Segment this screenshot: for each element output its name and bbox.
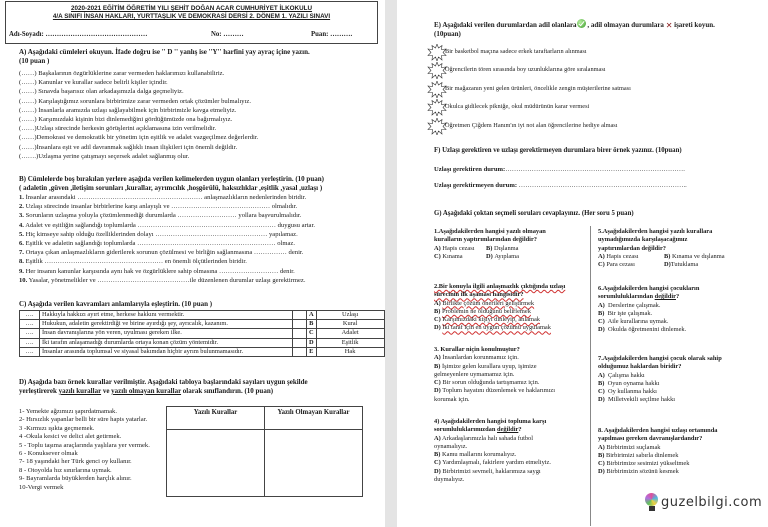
written-rules-cell[interactable] [167, 430, 265, 497]
classification-table [166, 406, 363, 497]
option-c[interactable]: C) Para cezası [598, 261, 635, 269]
fill-blank-item[interactable]: 2. Uzlaşı sürecinde insanlar birbirlerine karşı anlayışlı ve ……………………………………… olmalıdır. [19, 203, 298, 211]
rule-item: 2- Hırsızlık yapanlar belli bir süre hapis yatarlar. [19, 416, 148, 424]
rule-item: 3 -Kırmızı ışıkta geçmemek. [19, 424, 95, 432]
matching-table [19, 310, 385, 357]
exam-title: 4/A SINIFI İNSAN HAKLARI, YURTTAŞLIK VE DEMOKRASİ DERSİ 2. DÖNEM 1. YAZILI SINAVI [52, 13, 331, 20]
fill-blank-item[interactable]: 1. İnsanlar arasındaki ………………………………………………… anlaşmazlıkların nedenlerinden biridir. [19, 194, 307, 201]
question-4: 4) Aşağıdakilerden hangisi topluma karşı sorumluluklarımızdan değildir? A) Arkadaşlarımızla halı sahada futbol oynamalıyız. B) Kamu mallarını korumalıyız. C) Yardımlaşmalı, fakirlere yardım etmeliyiz. D) Birbirimizi sevmeli, haklarımıza saygı duymalıyız. [434, 418, 589, 484]
lightbulb-icon [645, 493, 658, 511]
option-b[interactable]: B) Problemin ne olduğunu belirlemek [434, 307, 531, 315]
number-field[interactable]: No: ……… [211, 31, 244, 38]
option-b[interactable]: B) Dışlanma [486, 244, 519, 252]
option-b[interactable]: B) Birbirimizi sabırla dinlemek [598, 451, 679, 459]
true-false-item[interactable]: (……) Karşımızdaki kişinin bizi dinlemediğini gördüğümüzde ona bağırmalıyız. [19, 116, 233, 124]
question-1: 1.Aşağıdakilerden hangisi yazılı olmayan kuralların yaptırımlarından değildir? A) Hapis cezası B) Dışlanma C) Kınama D) Ayıplama [434, 228, 546, 260]
fill-blank-item[interactable]: 6. Eşitlik ve adaletin sağlandığı toplumlarda ……………………………………………………… olmaz. [19, 240, 295, 248]
rule-item: 8 - Otoyolda hız sınırlarına uymak. [19, 466, 112, 474]
watermark-text: guzelbilgi.com [661, 494, 763, 510]
option-c[interactable]: C) Kınama [434, 252, 463, 260]
option-c[interactable]: C) Bir sorun olduğunda tartışmamız için. [434, 379, 540, 387]
fill-blank-item[interactable]: 7. Ortaya çıkan anlaşmazlıkların giderilerek sorunun çözülmesi ve birliğin sağlanmasına …………… denir. [19, 249, 304, 257]
written-rules-header: Yazılı Kurallar [167, 407, 265, 430]
section-e-title: E) Aşağıdaki verilen durumlardan adil olanlara , adil olmayan durumlara ✕ işareti koyun. (10puan) [434, 21, 715, 38]
true-false-item[interactable]: (……) İnsanlarla aramızda uzlaşı sağlayabilmek için birbirimizle kavga etmeliyiz. [19, 106, 237, 114]
matching-row [20, 320, 385, 329]
definition: İki tarafın anlaşamadığı durumlarda ortaya konan çözüm yöntemidir. [40, 338, 293, 347]
compromise-required-field[interactable]: Uzlaşı gerektiren durum:………………………………………………………………………. [434, 166, 685, 173]
concept-term: Uzlaşı [316, 311, 384, 320]
option-d[interactable]: D) Birbirimizin sözünü kesmek [598, 468, 679, 476]
fill-blank-item[interactable]: 3. Sorunların uzlaşma yoluyla çözümlenmediği durumlarda ……………………… yollara başvurulmalıdır. [19, 212, 302, 220]
rules-list [19, 408, 167, 492]
unwritten-rules-header: Yazılı Olmayan Kurallar [265, 407, 363, 430]
column-divider [590, 226, 591, 526]
option-d[interactable]: D) Toplum hayatını düzenlemek ve haklarımızı korumak için. [434, 387, 556, 403]
option-c[interactable]: C) Aile kurallarına uymak. [598, 318, 669, 326]
question-3: 3. Kurallar niçin konulmuştur? A) İnsanlardan korunmamız için. B) İşimize gelen kurallara uyup, işimize gelmeyenlere uymamamız için. C) Bir sorun olduğunda tartışmamız için. D) Toplum hayatını düzenlemek ve haklarımızı korumak için. [434, 346, 589, 404]
option-d[interactable]: D)Tutuklama [664, 261, 699, 269]
answer-blank[interactable]: …. [20, 311, 40, 320]
true-false-item[interactable]: (……) Karşılaştığımız sorunlara birbirimize zarar vermeden ortak çözümler bulmalıyız. [19, 97, 251, 105]
option-letter: A [307, 311, 317, 320]
true-false-item[interactable]: (……)İnsanlara eşit ve adil davranmak sağlıklı insan ilişkileri için önemli değildir. [19, 143, 238, 151]
option-a[interactable]: A) Derslerine çalışmak. [598, 301, 661, 309]
answer-blank[interactable]: …. [20, 320, 40, 329]
option-b[interactable]: B) Kamu mallarını korumalıyız. [434, 451, 517, 459]
option-a[interactable]: A) Birlikte çözüm önerileri geliştirmek [434, 299, 535, 307]
option-d[interactable]: D) İki taraf için en uygun çözümü uygulamak [434, 324, 551, 332]
option-c[interactable]: C) Oy kullanma hakkı [598, 388, 657, 396]
option-c[interactable]: C) Yardımlaşmalı, fakirlere yardım etmeliyiz. [434, 459, 551, 467]
option-a[interactable]: A) Hapis cezası [434, 244, 475, 252]
true-false-item[interactable]: (……) Kanunlar ve kurallar sadece belirli kişiler içindir. [19, 79, 168, 87]
option-letter: B [307, 320, 317, 329]
section-d-title: D) Aşağıda bazı örnek kurallar verilmiştir. Aşağıdaki tabloya başlarındaki sayıları uygun şekilde yerleştirerek yazılı kurallar ve yazılı olmayan kurallar olarak sınıflandırın. (10 puan) [19, 378, 308, 395]
matching-row [20, 338, 385, 347]
answer-blank[interactable]: …. [20, 338, 40, 347]
option-c[interactable]: C) Birbirimize sesimizi yükseltmek [598, 460, 690, 468]
section-a-list [19, 69, 258, 161]
question-5: 5.Aşağıdakilerden hangisi yazılı kurallara uymadığımızda karşılaşacağımız yaptırımlardan değildir? A) Hapis cezası B) Kınama ve dışlanma C) Para cezası D)Tutuklama [598, 228, 725, 269]
cross-icon: ✕ [665, 21, 673, 30]
exam-page-right: E) Aşağıdaki verilen durumlardan adil olanlara , adil olmayan durumlara ✕ işareti koyun. (10puan) Bir basketbol maçına sadece erkek taraftarların alınması Öğrencilerin tören sırasında boy uzunluklarına göre sıralanması Bir mağazanın yeni gelen ürünleri, öncelikle zengin müşterilerine satması Okulca gidilecek pikniğe, okul müdürünün karar vermesi Öğretmen Çiğdem Hanım'ın iyi not alan öğrencilerine hediye alması F) Uzlaşı gerektiren ve uzlaşı gerektirmeyen durumlara birer örnek yazınız. (10puan) Uzlaşı gerektiren durum:………………………………………………………………………. Uzlaşı gerektirmeyen durum: ………………………………………………………………….. G) Aşağıdaki çoktan seçmeli soruları cevaplayınız. (Her soru 5 puan) 1.Aşağıdakilerden hangisi yazılı olmayan kuralların yaptırımlarından değildir? A) Hapis cezası B) Dışlanma C) Kınama D) Ayıplama 2.Bir konuyla ilgili anlaşmazlık çıktığında uzlaşı sürecinin ilk aşaması hangisidir? A) Birlikte çözüm önerileri geliştirmek B) Problemin ne olduğunu belirlemek C) Karşımızdaki kişiyi dinleyip, anlamak D) İki taraf için en uygun çözümü uygulamak 3. Kurallar niçin konulmuştur? A) İnsanlardan korunmamız için. B) İşimize gelen kurallara uyup, işimize gelmeyenlere uymamamız için. C) Bir sorun olduğunda tartışmamız için. D) Toplum hayatını düzenlemek ve haklarımızı korumak için. 4) Aşağıdakilerden hangisi topluma karşı sorumluluklarımızdan değildir? A) Arkadaşlarımızla halı sahada futbol oynamalıyız. B) Kamu mallarını korumalıyız. C) Yardımlaşmalı, fakirlere yardım etmeliyiz. D) Birbirimizi sevmeli, haklarımıza saygı duymalıyız. 5.Aşağıdakilerden hangisi yazılı kurallara uymadığımızda karşılaşacağımız yaptırımlardan değildir? A) Hapis cezası B) Kınama ve dışlanma C) Para cezası D)Tutuklama 6.Aşağıdakilerden hangisi çocukların sorumluluklarından değildir? A) Derslerine çalışmak. B) Bir işte çalışmak. C) Aile kurallarına uymak. D) Okulda öğretmenini dinlemek. 7.Aşağıdakilerden hangisi çocuk olarak sahip olduğumuz haklardan biridir? A) Çalışma hakkı B) Oyun oynama hakkı C) Oy kullanma hakkı D) Milletvekili seçilme hakkı 8. Aşağıdakilerden hangisi uzlaşı ortamında yapılması gereken davranışlardandır? A) Birbirimizi suçlamak B) Birbirimizi sabırla dinlemek C) Birbirimize sesimizi yükseltmek D) Birbirimizin sözünü kesmek guzelbilgi.com [397, 0, 768, 527]
option-letter: C [307, 329, 317, 338]
starburst-icon[interactable] [427, 99, 447, 116]
name-field[interactable]: Adı-Soyadı: ……………………………………… [9, 31, 148, 38]
true-false-item[interactable]: (……) Başkalarının özgürlüklerine zarar vermeden haklarımızı kullanabiliriz. [19, 70, 225, 77]
option-b[interactable]: B) İşimize gelen kurallara uyup, işimize gelmeyenlere uymamamız için. [434, 362, 537, 378]
concept-term: Hak [316, 347, 384, 356]
true-false-item[interactable]: (……)Demokrasi ve demokratik bir yönetim için eşitlik ve adalet vazgeçilmez değerlerdir. [19, 134, 259, 142]
starburst-icon[interactable] [427, 81, 447, 98]
rule-item: 9- Bayramlarda büyüklerden harçlık alınır. [19, 475, 132, 483]
option-a[interactable]: A) İnsanlardan korunmamız için. [434, 354, 519, 362]
option-c[interactable]: C) Karşımızdaki kişiyi dinleyip, anlamak [434, 316, 540, 324]
question-8: 8. Aşağıdakilerden hangisi uzlaşı ortamında yapılması gereken davranışlardandır? A) Birbirimizi suçlamak B) Birbirimizi sabırla dinlemek C) Birbirimize sesimizi yükseltmek D) Birbirimizin sözünü kesmek [598, 427, 766, 477]
answer-blank[interactable]: …. [20, 347, 40, 356]
concept-term: Kural [316, 320, 384, 329]
page-gutter [385, 0, 397, 527]
true-false-item[interactable]: (…….)Uzlaşma yerine çatışmayı seçersek adalet sağlanmış olur. [19, 152, 190, 160]
option-d[interactable]: D) Okulda öğretmenini dinlemek. [598, 326, 687, 334]
true-false-item[interactable]: (……)Uzlaşı sürecinde herkesin görüşlerini açıklamasına izin verilmelidir. [19, 125, 217, 133]
fill-blank-item[interactable]: 9. Her insanın kanunlar karşısında aynı hak ve özgürlüklere sahip olmasına ……………………… denir. [19, 267, 295, 275]
score-field[interactable]: Puan: ………. [311, 31, 353, 38]
concept-term: Adalet [316, 329, 384, 338]
matching-row [20, 329, 385, 338]
section-c-title: C) Aşağıda verilen kavramları anlamlarıyla eşleştirin. (10 puan ) [19, 300, 213, 308]
rule-item: 4 -Okula kesici ve delici alet getirmek. [19, 433, 122, 441]
section-a-title: A) Aşağıdaki cümleleri okuyun. İfade doğru ise '' D '' yanlış ise ''Y'' harfini yay ayraç içine yazın. (10 puan ) [19, 48, 310, 65]
question-7: 7.Aşağıdakilerden hangisi çocuk olarak sahip olduğumuz haklardan biridir? A) Çalışma hakkı B) Oyun oynama hakkı C) Oy kullanma hakkı D) Milletvekili seçilme hakkı [598, 355, 766, 405]
definition: Hakkıyla hakkızı ayırt etme, herkese hakkını vermektir. [40, 311, 293, 320]
option-d[interactable]: D) Milletvekili seçilme hakkı [598, 396, 676, 404]
exam-header-box [5, 1, 378, 44]
option-b[interactable]: B) Oyun oynama hakkı [598, 379, 660, 387]
option-b[interactable]: B) Kınama ve dışlanma [664, 252, 725, 260]
definition: Hukukun, adaletin gerektirdiği ve birine ayırdığı şey, ayrıcalık, kazanım. [40, 320, 293, 329]
matching-row [20, 347, 385, 356]
question-2: 2.Bir konuyla ilgili anlaşmazlık çıktığında uzlaşı sürecinin ilk aşaması hangisidir? A) Birlikte çözüm önerileri geliştirmek B) Problemin ne olduğunu belirlemek C) Karşımızdaki kişiyi dinleyip, anlamak D) İki taraf için en uygun çözümü uygulamak [434, 283, 589, 333]
answer-blank[interactable]: …. [20, 329, 40, 338]
concept-term: Eşitlik [316, 338, 384, 347]
option-a[interactable]: A) Arkadaşlarımızla halı sahada futbol oynamalıyız. [434, 434, 534, 450]
definition: İnsanlar arasında toplumsal ve siyasal bakımdan hiçbir ayrım bulunmamasıdır. [40, 347, 293, 356]
matching-row [20, 311, 385, 320]
fill-blank-item[interactable]: 8. Eşitlik ……………………………………………… en önemli ölçütlerinden biridir. [19, 258, 247, 266]
fill-blank-item[interactable]: 4. Adalet ve eşitliğin sağlandığı toplumlarda ……………………………………………………… duygusu artar. [19, 221, 315, 229]
check-icon [577, 19, 586, 28]
starburst-icon[interactable] [427, 44, 447, 61]
starburst-icon[interactable] [427, 62, 447, 79]
compromise-not-required-field[interactable]: Uzlaşı gerektirmeyen durum: ………………………………………………………………….. [434, 182, 687, 189]
true-false-item[interactable]: (……) Sınavda başarısız olan arkadaşımızla dalga geçmeliyiz. [19, 88, 184, 96]
option-a[interactable]: A) Hapis cezası [598, 252, 639, 260]
option-letter: D [307, 338, 317, 347]
definition: İnsan davranışlarına yön veren, uyulması gereken ilke. [40, 329, 293, 338]
starburst-icon[interactable] [427, 118, 447, 135]
rule-item: 1- Yemekte ağzımızı şapırdatmamak. [19, 408, 117, 415]
option-a[interactable]: A) Birbirimizi suçlamak [598, 443, 661, 451]
option-letter: E [307, 347, 317, 356]
rule-item: 10-Vergi vermek [19, 483, 64, 491]
section-g-title: G) Aşağıdaki çoktan seçmeli soruları cevaplayınız. (Her soru 5 puan) [434, 210, 634, 217]
section-b-title: B) Cümlelerde boş bırakılan yerlere aşağıda verilen kelimelerden uygun olanları yerleştirin. (10 puan) ( adaletin ,güven ,iletişim sorunları ,kurallar, ayrımcılık ,hoşgörülü, haksızlıklar ,eşitlik ,yasal ,uzlaşı ) [19, 175, 324, 192]
fill-blank-item[interactable]: 10. Yasalar, yönetmelikler ve ……………………………………ile düzenlenen durumlar uzlaşı gerektirmez. [19, 276, 306, 284]
rule-item: 5 - Toplu taşıma araçlarında yaşlılara yer vermek. [19, 441, 150, 449]
school-title: 2020-2021 EĞİTİM ÖĞRETİM YILI ŞEHİT DOĞAN ACAR CUMHURİYET İLKOKULU [70, 5, 313, 12]
rule-item: 6 - Konuksever olmak [19, 450, 78, 458]
watermark-logo [645, 493, 762, 511]
option-d[interactable]: D) Ayıplama [486, 252, 519, 260]
section-b-list [19, 193, 315, 285]
option-d[interactable]: D) Birbirimizi sevmeli, haklarımıza saygı duymalıyız. [434, 467, 541, 484]
section-f-title: F) Uzlaşı gerektiren ve uzlaşı gerektirmeyen durumlara birer örnek yazınız. (10puan) [434, 147, 682, 154]
option-b[interactable]: B) Bir işte çalışmak. [598, 309, 653, 317]
question-6: 6.Aşağıdakilerden hangisi çocukların sorumluluklarından değildir? A) Derslerine çalışmak. B) Bir işte çalışmak. C) Aile kurallarına uymak. D) Okulda öğretmenini dinlemek. [598, 285, 766, 335]
fill-blank-item[interactable]: 5. Hiç kimseye sahip olduğu özelliklerinden dolayı …………………………………………… yapılamaz. [19, 230, 298, 238]
unwritten-rules-cell[interactable] [265, 430, 363, 497]
option-a[interactable]: A) Çalışma hakkı [598, 371, 645, 379]
rule-item: 7- 18 yaşındaki her Türk genci oy kullanır. [19, 458, 132, 466]
